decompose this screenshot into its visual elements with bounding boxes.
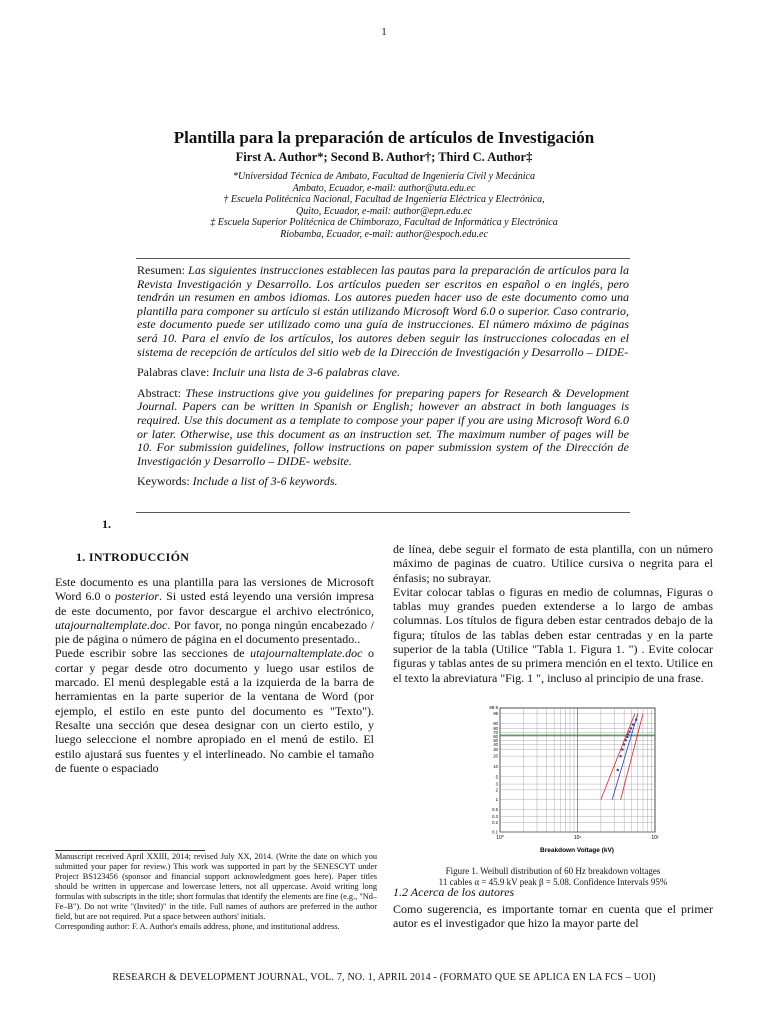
abstract-top-rule (136, 258, 630, 259)
figure-caption-line: 11 cables α = 45.9 kV peak β = 5.08. Confidence Intervals 95% (438, 876, 668, 887)
filename-italic: utajournaltemplate.doc (55, 617, 168, 632)
abstract-block (137, 264, 629, 496)
y-tick-label: 0.3 (492, 814, 498, 820)
text-run: . Por favor, no ponga ningún encabezado / pie de página o número de página en el documento presentado.. (55, 617, 374, 647)
data-point (632, 723, 634, 725)
abstract-es-text: Las siguientes instrucciones establecen las pautas para la preparación de artículos para la Revista Investigación y Desarrollo. Los artículos pueden ser escritos en español o en inglés, pero tendrán un resumen en ambos idiomas. Los autores pueden hacer uso de este documento como una plantilla para componer su artículo si están utilizando Microsoft Word 6.0 o superior. Caso contrario, este documento puede ser utilizado como una guía de instrucciones. El número máximo de páginas será 10. Para el envío de los artículos, los autores deben seguir las instrucciones colocadas en el sistema de recepción de artículos del sitio web de la Dirección de Investigación y Desarrollo – DIDE- (137, 263, 629, 359)
weibull-chart (480, 702, 660, 857)
y-tick-label: 1 (495, 797, 498, 803)
x-tick-label: 10¹ (573, 835, 582, 841)
affiliations (0, 171, 768, 241)
paragraph: de línea, debe seguir el formato de esta plantilla, con un número máximo de paginas de cuatro. Utilice cursiva o negrita para el énfasis; no subrayar. (393, 542, 713, 585)
x-tick-label: 10² (651, 835, 659, 841)
right-column-text-continued (393, 902, 713, 931)
y-tick-labels (492, 711, 498, 834)
paper-title: Plantilla para la preparación de artículos de Investigación (173, 128, 595, 147)
footnote-manuscript: Manuscript received April XXIII, 2014; revised July XX, 2014. (Write the date on which you submitted your paper for review.) This work was supported in part by the SENESCYT under Project BS123456 (sponsor and financial support acknowledgment goes here). Paper titles should be written in uppercase and lowercase letters, not all uppercase. Avoid writing long formulas with subscripts in the title; short formulas that identify the elements are fine (e.g., "Nd–Fe–B"). Do not write "(Invited)" in the title. Full names of authors are preferred in the author field, but are not required. Put a space between authors' initials. (55, 852, 377, 921)
affiliation-line: *Universidad Técnica de Ambato, Facultad de Ingeniería Civil y Mecánica (233, 171, 535, 182)
subsection-heading: 1.2 Acerca de los autores (393, 885, 515, 899)
page-number: 1 (381, 26, 387, 38)
data-point (621, 748, 623, 750)
y-tick-label: 2 (495, 787, 498, 793)
abstract-en-text: These instructions give you guidelines for preparing papers for Research & Development Journal. Papers can be written in Spanish or English; however an abstract in both languages is required. Use this document as a template to compose your paper if you are using Microsoft Word 6.0 or later. Otherwise, use this document as an instruction set. The maximum number of pages will be 10. For submission guidelines, follow instructions on paper submission system of the Dirección de Investigación y Desarrollo – DIDE- website. (137, 385, 630, 468)
text-run: Este documento es una plantilla para las versiones de Microsoft Word 6.0 o (55, 575, 374, 604)
footnote-rule (55, 850, 205, 851)
keywords-en (137, 475, 629, 489)
y-tick-label: 10 (493, 764, 498, 770)
filename-italic: utajournaltemplate.doc (250, 646, 363, 661)
text-run-italic: posterior (114, 589, 159, 604)
y-tick-label: 5 (495, 774, 498, 780)
section-heading-introduccion: 1. INTRODUCCIÓN (76, 550, 190, 564)
page-footer: RESEARCH & DEVELOPMENT JOURNAL, VOL. 7, NO. 1, APRIL 2014 - (FORMATO QUE SE APLICA EN LA FCS – UOI) (112, 972, 656, 983)
keywords-es (137, 366, 629, 380)
affiliation-line: Quito, Ecuador, e-mail: author@epn.edu.ec (295, 205, 473, 217)
figure-caption (393, 866, 713, 887)
abstract-en-label: Abstract: (137, 385, 181, 400)
data-point (619, 755, 621, 757)
y-tick-label: 3 (495, 781, 498, 787)
data-point (616, 769, 618, 771)
keywords-es-text: Incluir una lista de 3-6 palabras clave. (212, 365, 400, 380)
x-tick-labels (496, 835, 659, 841)
y-unit-label: 99.9 (489, 705, 498, 710)
paragraph: Como sugerencia, es importante tomar en cuenta que el primer autor es el investigador que hizo la mayor parte del (393, 902, 713, 931)
y-tick-label: 20 (493, 753, 498, 759)
x-tick-label: 10⁰ (496, 835, 504, 841)
affiliation-line: Ambato, Ecuador, e-mail: author@uta.edu.ec (292, 182, 476, 194)
paragraph: Evitar colocar tablas o figuras en medio de columnas, Figuras o tablas muy grandes pueden extenderse a lo largo de ambas columnas. Los títulos de figura deben estar centrados debajo de la figura; títulos de las tablas deben estar centradas y en la parte superior de la tabla (Utilice "Tabla 1. Figura 1. ") . Evite colocar figuras y tablas antes de su primera mención en el texto. Utilice en el texto la abreviatura "Fig. 1 ", incluso al principio de una frase. (393, 584, 713, 685)
keywords-en-text: Include a list of 3-6 keywords. (192, 474, 338, 489)
abstract-en (137, 387, 629, 469)
y-tick-label: 30 (493, 747, 498, 753)
y-tick-label: 70 (493, 730, 498, 736)
y-tick-label: 50 (493, 737, 498, 743)
y-tick-label: 40 (493, 742, 498, 748)
paragraph (55, 575, 374, 646)
y-tick-label: 80 (493, 725, 498, 731)
affiliation-line: ‡ Escuela Superior Politécnica de Chimborazo, Facultad de Informática y Electrónica (210, 217, 558, 229)
data-point (626, 736, 628, 738)
footnote-corresponding-author: Corresponding author: F. A. Author's emails address, phone, and institutional address. (55, 922, 340, 931)
left-column-text (55, 575, 374, 775)
grid-lines (500, 708, 655, 832)
footnote (55, 852, 377, 932)
data-point (628, 731, 630, 733)
y-tick-label: 0.5 (492, 806, 498, 812)
y-tick-label: 90 (493, 720, 498, 726)
keywords-en-label: Keywords: (137, 474, 190, 489)
right-column-text (393, 542, 713, 685)
figure-caption-line: Figure 1. Weibull distribution of 60 Hz breakdown voltages (445, 866, 661, 876)
abstract-es-label: Resumen: (137, 263, 185, 277)
y-tick-label: 0.1 (492, 829, 498, 835)
y-tick-label: 99 (493, 711, 498, 717)
data-point (630, 727, 632, 729)
affiliation-line: Riobamba, Ecuador, e-mail: author@espoch.edu.ec (280, 228, 488, 240)
abstract-es (137, 264, 629, 359)
section-number: 1. (102, 517, 111, 531)
y-tick-label: 60 (493, 733, 498, 739)
author-list: First A. Author*; Second B. Author†; Third C. Author‡ (235, 150, 533, 164)
abstract-bottom-rule (136, 512, 630, 513)
paragraph (55, 646, 374, 775)
text-run: . Si usted está leyendo una versión impresa de este documento, por favor descargue el archivo electrónico, (55, 589, 374, 618)
x-axis-label: Breakdown Voltage (kV) (540, 847, 614, 854)
affiliation-line: † Escuela Politécnica Nacional, Facultad de Ingeniería Eléctrica y Electrónica, (223, 194, 545, 206)
text-run: o cortar y pegar desde otro documento y luego usar estilos de marcado. El menú desplegable está a la izquierda de la barra de herramientas en la parte superior de la ventana de Word (por ejemplo, el estilo en este punto del documento es "Texto"). Resalte una sección que desea designar con un cierto estilo, y luego seleccione el nombre apropiado en el menú de estilo. El estilo ajustará sus fuentes y el interlineado. No cambie el tamaño de fuente o espaciado (55, 646, 375, 775)
y-tick-label: 0.2 (492, 819, 498, 825)
keywords-es-label: Palabras clave: (137, 365, 210, 380)
text-run: Puede escribir sobre las secciones de (55, 646, 251, 661)
